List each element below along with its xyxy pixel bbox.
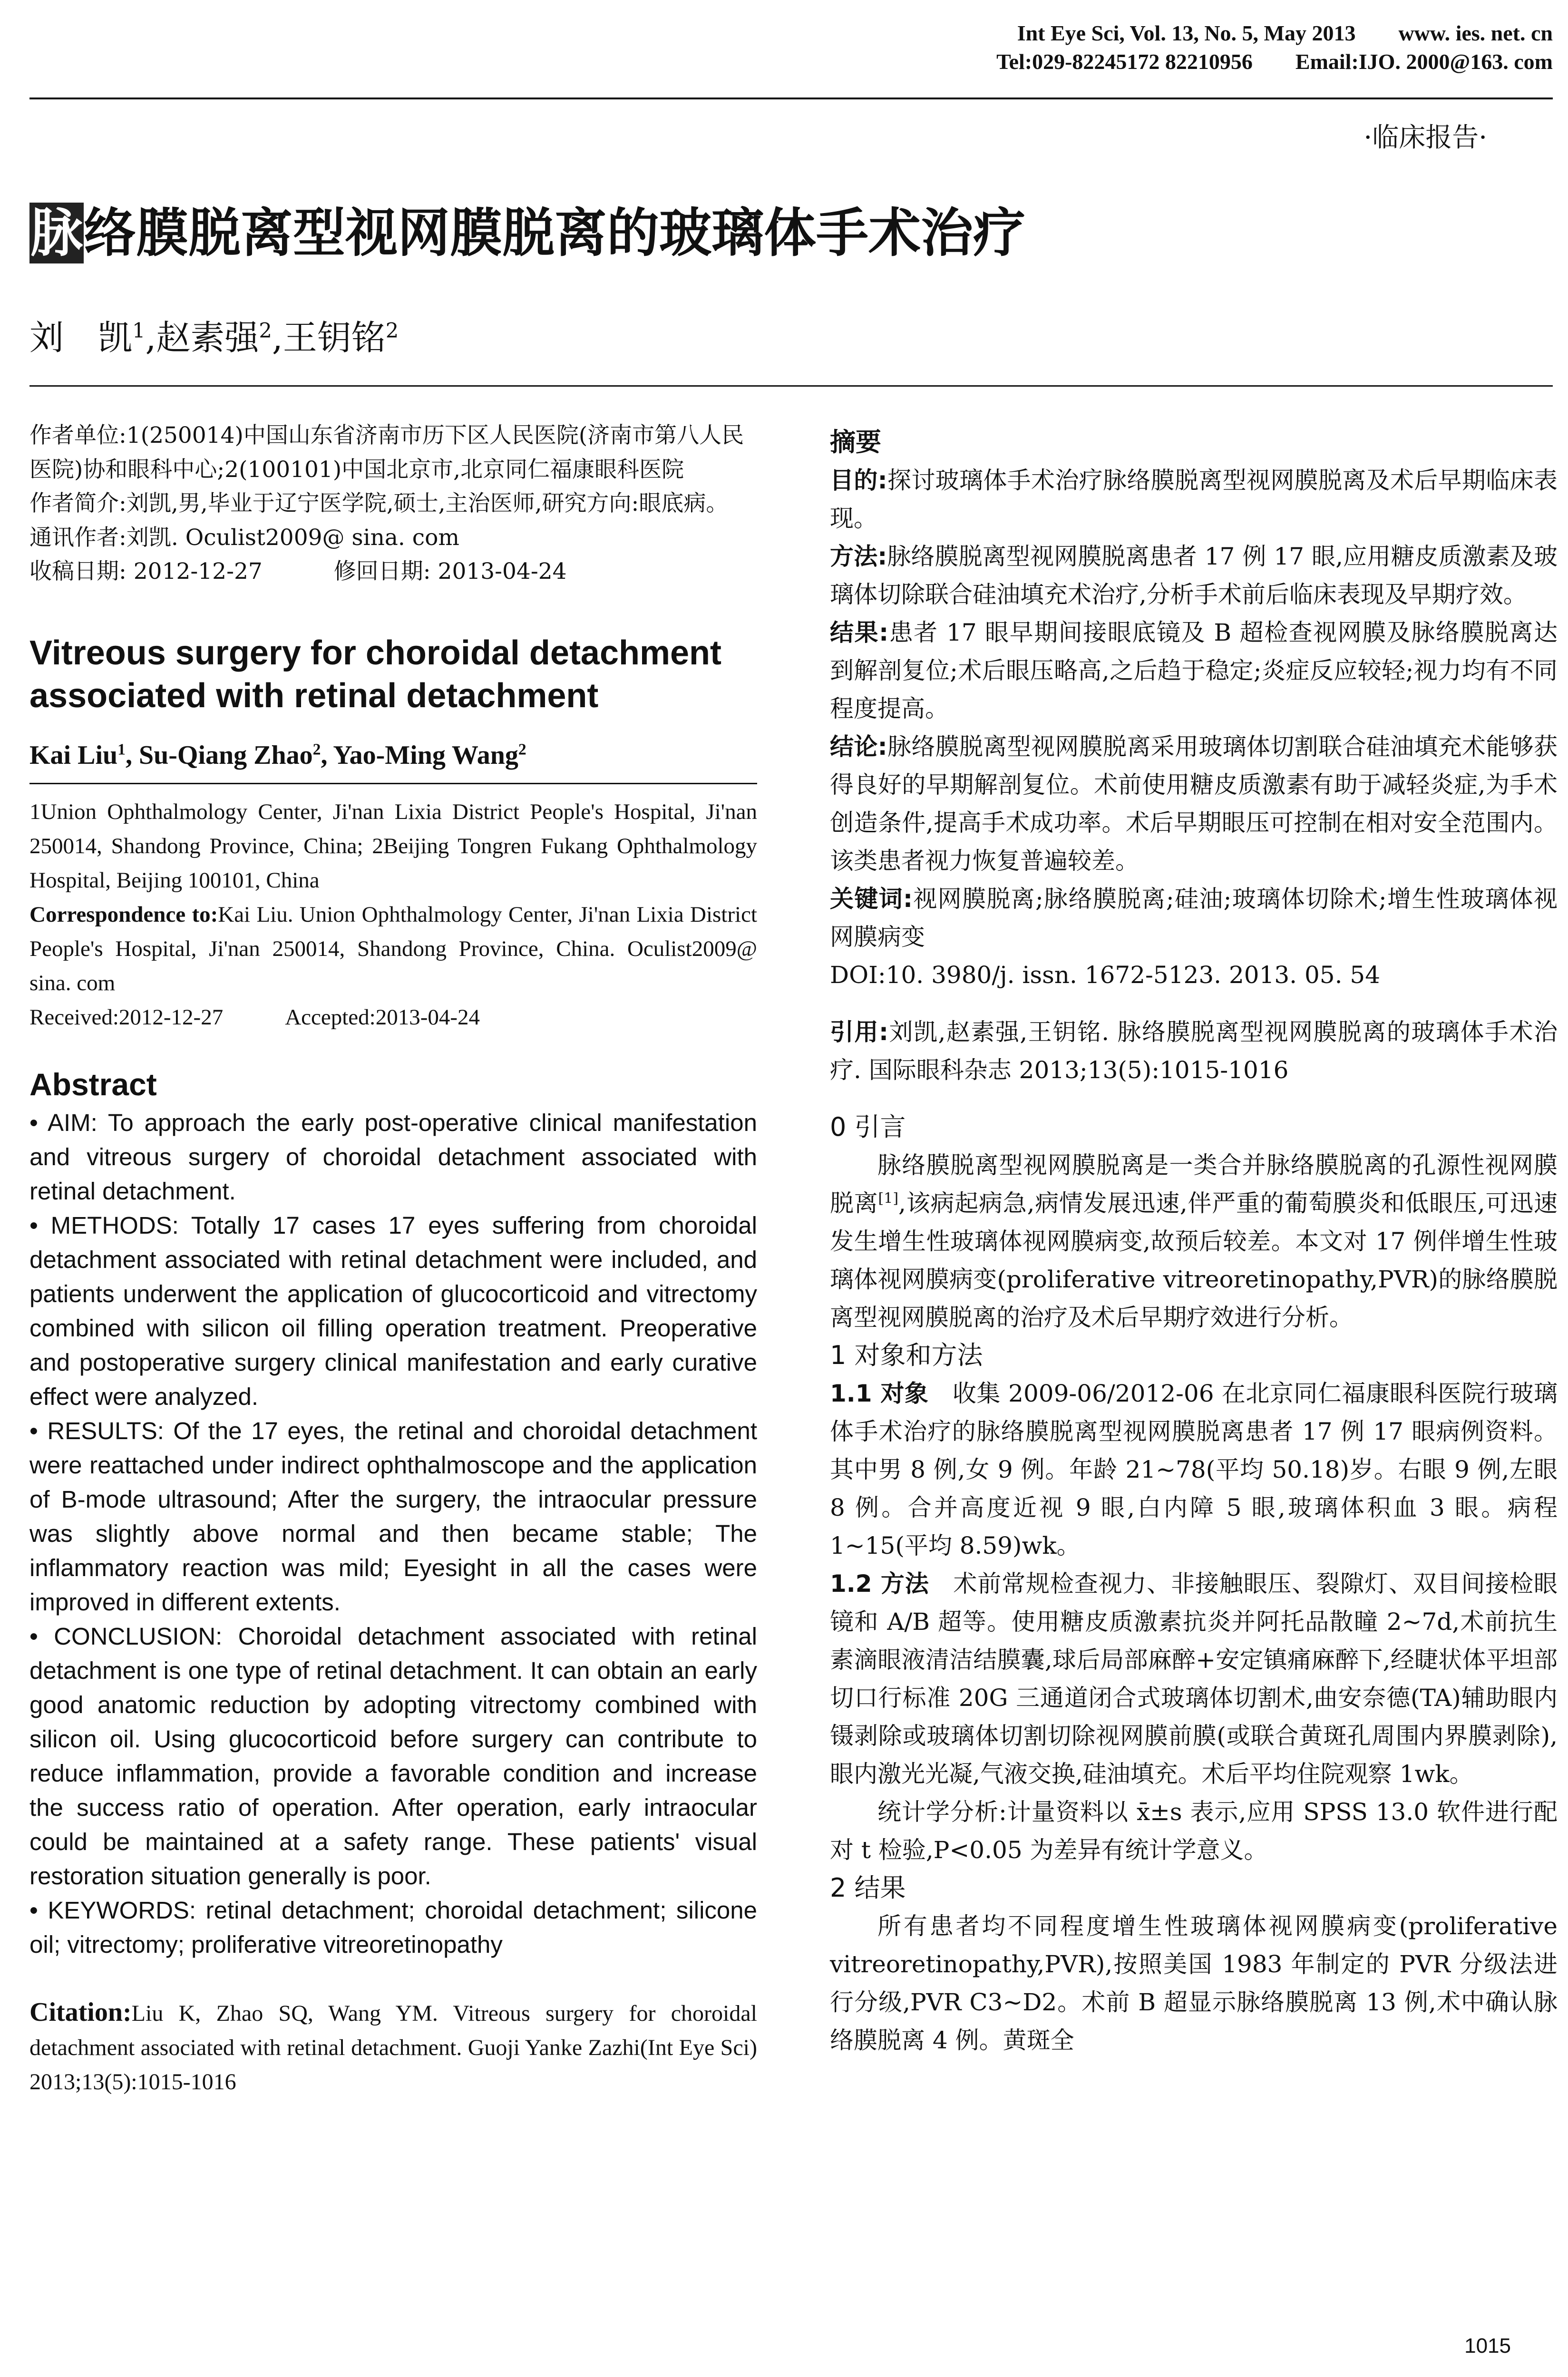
abstract-aim: • AIM: To approach the early post-operative clinical manifestation and vitreous surgery of choroidal detachment associated with retinal detachment. bbox=[29, 1109, 757, 1205]
revised-date: 修回日期: 2013-04-24 bbox=[333, 558, 567, 585]
intro-ref: [1] bbox=[878, 1190, 899, 1207]
method-text: 脉络膜脱离型视网膜脱离患者 17 例 17 眼,应用糖皮质激素及玻璃体切除联合硅油填充术治疗,分析手术前后临床表现及早期疗效。 bbox=[830, 543, 1558, 608]
authors-rule bbox=[29, 783, 757, 784]
abstract-cn-heading: 摘要 bbox=[830, 427, 881, 457]
result-label: 结果: bbox=[830, 619, 889, 646]
citation-en bbox=[29, 1995, 757, 2099]
citation-text: Liu K, Zhao SQ, Wang YM. Vitreous surgery for choroidal detachment associated with retinal detachment. Guoji Yanke Zazhi(Int Eye Sci) 2013;13(5):1015-1016 bbox=[29, 2000, 757, 2094]
abstract-cn-conclusion bbox=[830, 728, 1558, 880]
keywords-label: 关键词: bbox=[830, 885, 913, 913]
dates-cn bbox=[29, 555, 757, 589]
author-en-2: , Su-Qiang Zhao bbox=[125, 740, 313, 770]
author-3: ,王钥铭 bbox=[272, 318, 386, 358]
abstract-keywords: • KEYWORDS: retinal detachment; choroidal detachment; silicone oil; vitrectomy; proliferative vitreoretinopathy bbox=[29, 1896, 757, 1958]
abstract-cn-goal bbox=[830, 461, 1558, 537]
section-1-1-text: 收集 2009-06/2012-06 在北京同仁福康眼科医院行玻璃体手术治疗的脉络膜脱离型视网膜脱离患者 17 例 17 眼病例资料。其中男 8 例,女 9 例。年龄 21~78(平均 50.18)岁。右眼 9 例,左眼 8 例。合并高度近视 9 眼,白内障 5 眼,玻璃体积血 3 眼。病程 1~15(平均 8.59)wk。 bbox=[830, 1380, 1558, 1559]
author-en-1: Kai Liu bbox=[29, 740, 118, 770]
intro-text-b: ,该病起病急,病情发展迅速,伴严重的葡萄膜炎和低眼压,可迅速发生增生性玻璃体视网膜病变,故预后较差。本文对 17 例伴增生性玻璃体视网膜病变(proliferative vitreoretinopathy,PVR)的脉络膜脱离型视网膜脱离的治疗及术后早期疗效进行分析。 bbox=[830, 1189, 1558, 1331]
citation-label: Citation: bbox=[29, 1997, 132, 2027]
author-en-3: , Yao-Ming Wang bbox=[321, 740, 518, 770]
abstract-cn-keywords bbox=[830, 880, 1558, 956]
abstract-heading: Abstract bbox=[29, 1066, 157, 1102]
left-column bbox=[29, 419, 757, 2099]
affiliation-en: 1Union Ophthalmology Center, Ji'nan Lixia District People's Hospital, Ji'nan 250014, Shandong Province, China; 2Beijing Tongren Fukang Ophthalmology Hospital, Beijing 100101, China bbox=[29, 799, 757, 893]
section-1-1-label: 1.1 对象 bbox=[830, 1380, 929, 1407]
abstract-cn-method bbox=[830, 537, 1558, 614]
header-rule bbox=[29, 97, 1553, 99]
section-0-heading: 0 引言 bbox=[830, 1112, 906, 1142]
abstract-results: • RESULTS: Of the 17 eyes, the retinal and choroidal detachment were reattached under indirect ophthalmoscope and the application of B-mode ultrasound; After the surgery, the intraocular pressure was slightly above normal and then became stable; The inflammatory reaction was mild; Eyesight in all the cases were improved in different extents. bbox=[29, 1417, 757, 1616]
title-rule bbox=[29, 385, 1553, 387]
abstract-methods: • METHODS: Totally 17 cases 17 eyes suffering from choroidal detachment associated with retinal detachment were included, and patients underwent the application of glucocorticoid and vitrectomy combined with silicon oil filling operation treatment. Preoperative and postoperative surgery clinical manifestation and early curative effect were analyzed. bbox=[29, 1211, 757, 1410]
article-title-en: Vitreous surgery for choroidal detachment associated with retinal detachment bbox=[29, 633, 722, 715]
author-en-3-sup: 2 bbox=[518, 740, 526, 758]
authors-cn bbox=[29, 314, 399, 361]
author-1: 刘 凯 bbox=[29, 318, 133, 358]
email-line: Email:IJO. 2000@163. com bbox=[1295, 49, 1553, 74]
section-1-2 bbox=[830, 1565, 1558, 1793]
author-3-sup: 2 bbox=[385, 319, 399, 343]
author-2-sup: 2 bbox=[259, 319, 272, 343]
section-1-1 bbox=[830, 1374, 1558, 1565]
accepted-en: Accepted:2013-04-24 bbox=[285, 1004, 480, 1030]
page-number: 1015 bbox=[1464, 2334, 1511, 2358]
citation-cn-text: 刘凯,赵素强,王钥铭. 脉络膜脱离型视网膜脱离的玻璃体手术治疗. 国际眼科杂志 2013;13(5):1015-1016 bbox=[830, 1018, 1558, 1084]
correspondence-en bbox=[29, 897, 757, 1000]
journal-line: Int Eye Sci, Vol. 13, No. 5, May 2013 bbox=[1017, 21, 1356, 45]
goal-text: 探讨玻璃体手术治疗脉络膜脱离型视网膜脱离及术后早期临床表现。 bbox=[830, 467, 1558, 532]
title-rest: 络膜脱离型视网膜脱离的玻璃体手术治疗 bbox=[84, 203, 1025, 263]
corresponding-author: 通讯作者:刘凯. Oculist2009@ sina. com bbox=[29, 524, 459, 551]
doi: DOI:10. 3980/j. issn. 1672-5123. 2013. 05. 54 bbox=[830, 961, 1381, 989]
article-title-cn bbox=[29, 200, 1025, 266]
section-1-heading: 1 对象和方法 bbox=[830, 1340, 983, 1370]
received-en: Received:2012-12-27 bbox=[29, 1004, 224, 1030]
author-2: ,赵素强 bbox=[145, 318, 259, 358]
section-2-heading: 2 结果 bbox=[830, 1873, 906, 1903]
method-label: 方法: bbox=[830, 543, 887, 570]
author-en-1-sup: 1 bbox=[117, 740, 126, 758]
author-en-2-sup: 2 bbox=[312, 740, 321, 758]
section-0-paragraph bbox=[830, 1146, 1558, 1336]
keywords-text: 视网膜脱离;脉络膜脱离;硅油;玻璃体切除术;增生性玻璃体视网膜病变 bbox=[830, 885, 1558, 951]
received-date: 收稿日期: 2012-12-27 bbox=[29, 558, 263, 585]
journal-website: www. ies. net. cn bbox=[1398, 21, 1553, 45]
conclusion-text: 脉络膜脱离型视网膜脱离采用玻璃体切割联合硅油填充术能够获得良好的早期解剖复位。术前使用糖皮质激素有助于减轻炎症,为手术创造条件,提高手术成功率。术后早期眼压可控制在相对安全范围内。该类患者视力恢复普遍较差。 bbox=[830, 733, 1558, 875]
tel-line: Tel:029-82245172 82210956 bbox=[996, 49, 1253, 74]
abstract-cn-result bbox=[830, 614, 1558, 728]
dates-en bbox=[29, 1000, 757, 1034]
correspondence-text: Kai Liu. Union Ophthalmology Center, Ji'nan Lixia District People's Hospital, Ji'nan 250014, Shandong Province, China. Oculist2009@ sina. com bbox=[29, 902, 757, 995]
author-1-sup: 1 bbox=[132, 319, 146, 343]
authors-en bbox=[29, 736, 757, 774]
conclusion-label: 结论: bbox=[830, 733, 887, 760]
journal-header bbox=[744, 19, 1553, 76]
author-intro: 作者简介:刘凯,男,毕业于辽宁医学院,硕士,主治医师,研究方向:眼底病。 bbox=[29, 490, 729, 516]
right-column bbox=[830, 423, 1558, 2059]
section-tag: ·临床报告· bbox=[1363, 122, 1487, 153]
goal-label: 目的: bbox=[830, 467, 887, 494]
abstract-conclusion: • CONCLUSION: Choroidal detachment associated with retinal detachment is one type of retinal detachment. It can obtain an early good anatomic reduction by adopting vitrectomy combined with silicon oil. Using glucocorticoid before surgery can contribute to reduce inflammation, provide a favorable condition and increase the success ratio of operation. After operation, early intraocular could be maintained at a safety range. These patients' visual restoration situation generally is poor. bbox=[29, 1622, 757, 1890]
citation-cn bbox=[830, 1013, 1558, 1089]
correspondence-label: Correspondence to: bbox=[29, 902, 218, 927]
author-unit: 作者单位:1(250014)中国山东省济南市历下区人民医院(济南市第八人民医院)协和眼科中心;2(100101)中国北京市,北京同仁福康眼科医院 bbox=[29, 422, 744, 483]
section-1-2-label: 1.2 方法 bbox=[830, 1570, 929, 1598]
title-first-char: 脉 bbox=[30, 203, 83, 263]
result-text: 患者 17 眼早期间接眼底镜及 B 超检查视网膜及脉络膜脱离达到解剖复位;术后眼压略高,之后趋于稳定;炎症反应较轻;视力均有不同程度提高。 bbox=[830, 619, 1558, 722]
intro-text-a: 脉络膜脱离型视网膜脱离是一类合并脉络膜脱离的孔源性视网膜脱离 bbox=[830, 1151, 1558, 1217]
statistics-paragraph: 统计学分析:计量资料以 x̄±s 表示,应用 SPSS 13.0 软件进行配对 t 检验,P<0.05 为差异有统计学意义。 bbox=[830, 1798, 1558, 1864]
section-1-2-text: 术前常规检查视力、非接触眼压、裂隙灯、双目间接检眼镜和 A/B 超等。使用糖皮质激素抗炎并阿托品散瞳 2~7d,术前抗生素滴眼液清洁结膜囊,球后局部麻醉+安定镇痛麻醉下,经睫状体平坦部切口行标准 20G 三通道闭合式玻璃体切割术,曲安奈德(TA)辅助眼内镊剥除或玻璃体切割切除视网膜前膜(或联合黄斑孔周围内界膜剥除),眼内激光光凝,气液交换,硅油填充。术后平均住院观察 1wk。 bbox=[830, 1570, 1558, 1788]
citation-cn-label: 引用: bbox=[830, 1018, 888, 1046]
section-2-paragraph: 所有患者均不同程度增生性玻璃体视网膜病变(proliferative vitreoretinopathy,PVR),按照美国 1983 年制定的 PVR 分级法进行分级,PVR C3~D2。术前 B 超显示脉络膜脱离 13 例,术中确认脉络膜脱离 4 例。黄斑全 bbox=[830, 1912, 1558, 2054]
